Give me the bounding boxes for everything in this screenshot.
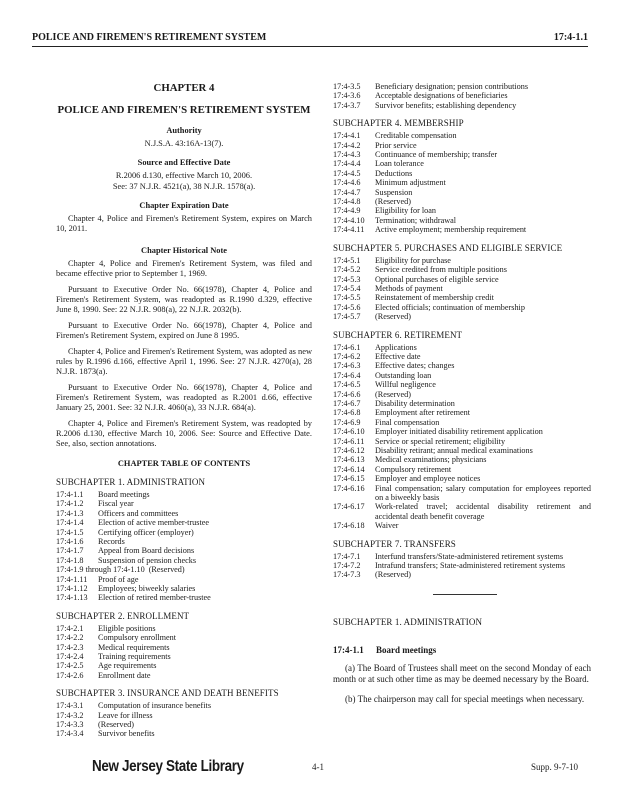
chapter-title: POLICE AND FIREMEN'S RETIREMENT SYSTEM: [57, 104, 311, 116]
toc-entry: [56, 729, 312, 738]
toc-entry-number: 17:4-4.11: [333, 225, 365, 235]
toc-entry-number: 17:4-1.9 through 17:4-1.10: [56, 565, 145, 575]
toc-entry-number: 17:4-1.7: [56, 546, 84, 556]
toc-entry-number: 17:4-7.1: [333, 551, 361, 561]
toc-entry-title: Suspension of pension checks: [98, 555, 197, 565]
toc-entry-number: 17:4-5.3: [333, 274, 361, 284]
expiration-heading: Chapter Expiration Date: [139, 200, 229, 210]
toc-entry-title: Disability retirant; annual medical examinations: [375, 446, 533, 455]
toc-entry: [333, 352, 591, 361]
toc-entry-number: 17:4-6.7: [333, 398, 361, 408]
section-title: Board meetings: [376, 644, 437, 655]
toc-entry-number: 17:4-6.8: [333, 408, 361, 418]
toc-entry-number: 17:4-6.6: [333, 389, 361, 399]
toc-entry-title: Compulsory retirement: [375, 464, 452, 474]
source-text-1: R.2006 d.130, effective March 10, 2006.: [115, 171, 253, 181]
toc-entry-number: 17:4-5.1: [333, 255, 361, 265]
toc-entry-number: 17:4-2.4: [56, 651, 84, 661]
toc-entry-number: 17:4-6.15: [333, 474, 365, 484]
toc-entry-number: 17:4-2.5: [56, 661, 84, 671]
toc-entry: [333, 361, 591, 370]
toc-list: [333, 131, 591, 234]
authority-text: N.J.S.A. 43:16A-13(7).: [144, 139, 224, 148]
toc-entry-title: Age requirements: [98, 661, 157, 671]
history-paragraph: Chapter 4, Police and Firemen's Retirement System, was adopted as new rules by R.1996 d.166, effective April 1, 1996. See: 27 N.J.R. 4270(a), 28 N.J.R. 1873(a).: [56, 346, 312, 376]
toc-entry: [333, 390, 591, 399]
toc-entry-number: 17:4-4.6: [333, 178, 361, 188]
toc-entry-title: Disability determination: [375, 398, 455, 408]
toc-entry-title: Training requirements: [98, 651, 171, 661]
toc-entry-title: Employees; biweekly salaries: [98, 583, 196, 593]
running-header: [32, 28, 588, 47]
chapter-number: CHAPTER 4: [153, 82, 215, 94]
supplement-date: Supp. 9-7-10: [531, 762, 578, 772]
toc-entry-number: 17:4-6.16: [333, 483, 365, 493]
toc-entry: [56, 528, 312, 537]
toc-entry-number: 17:4-1.12: [56, 583, 88, 593]
subchapter-heading: SUBCHAPTER 3. INSURANCE AND DEATH BENEFITS: [56, 688, 279, 699]
toc-entry-title: Beneficiary designation; pension contributions: [375, 82, 529, 91]
header-title: POLICE AND FIREMEN'S RETIREMENT SYSTEM: [32, 32, 267, 43]
toc-entry-number: 17:4-7.3: [333, 570, 361, 580]
toc-entry-title: Survivor benefits: [98, 729, 155, 739]
toc-entry-title: Certifying officer (employer): [98, 527, 194, 537]
toc-entry-title: Election of retired member-trustee: [98, 593, 211, 603]
toc-entry-title: Computation of insurance benefits: [98, 701, 212, 711]
toc-entry-title: Compulsory enrollment: [98, 633, 177, 643]
toc-entry-number: 17:4-7.2: [333, 561, 361, 571]
toc-entry: [333, 455, 591, 464]
toc-entry-number: 17:4-4.7: [333, 187, 361, 197]
toc-list: [333, 256, 591, 322]
toc-entry: [56, 633, 312, 642]
history-paragraph: Pursuant to Executive Order No. 66(1978), Chapter 4, Police and Firemen's Retirement System, expired on June 8 1995.: [56, 320, 312, 340]
toc-entry-number: 17:4-3.7: [333, 100, 361, 110]
toc-entry-title: (Reserved): [375, 570, 411, 580]
subchapter-heading: SUBCHAPTER 2. ENROLLMENT: [56, 610, 190, 621]
toc-entry-title: Waiver: [375, 521, 399, 531]
toc-entry-number: 17:4-6.2: [333, 351, 361, 361]
section-divider: [433, 594, 497, 595]
toc-entry-title: Termination; withdrawal: [375, 215, 457, 225]
section-number: 17:4-1.1: [333, 644, 364, 655]
toc-entry-number: 17:4-1.2: [56, 499, 84, 509]
toc-entry-title: Proof of age: [98, 574, 139, 584]
authority-heading: Authority: [166, 126, 202, 135]
toc-entry: [333, 293, 591, 302]
subchapter-heading: SUBCHAPTER 6. RETIREMENT: [333, 329, 463, 340]
toc-entry-title: Employment after retirement: [375, 408, 471, 418]
toc-entry: [333, 178, 591, 187]
toc-entry-number: 17:4-4.9: [333, 206, 361, 216]
toc-entry-number: 17:4-6.11: [333, 436, 365, 446]
history-paragraph: Pursuant to Executive Order No. 66(1978), Chapter 4, Police and Firemen's Retirement System, was readopted as R.2001 d.66, effective January 25, 2001. See: 32 N.J.R. 4060(a), 33 N.J.R. 684(a).: [56, 382, 312, 412]
toc-entry: [333, 141, 591, 150]
source-text-2: See: 37 N.J.R. 4521(a), 38 N.J.R. 1578(a).: [112, 181, 256, 191]
toc-entry-title: Service credited from multiple positions: [375, 265, 507, 275]
source-heading: Source and Effective Date: [137, 158, 231, 168]
toc-entry-title: Continuance of membership; transfer: [375, 150, 498, 160]
toc-entry: [56, 643, 312, 652]
toc-entry-title: Reinstatement of membership credit: [375, 293, 494, 303]
toc-entry-title: Eligible positions: [98, 623, 156, 633]
toc-entry: [56, 556, 312, 565]
toc-entry-number: 17:4-5.6: [333, 302, 361, 312]
paragraph-b: (b) The chairperson may call for special meetings when necessary.: [345, 694, 585, 705]
toc-entry-number: 17:4-1.6: [56, 536, 84, 546]
toc-entry-title: Deductions: [375, 168, 413, 178]
toc-entry: [56, 575, 312, 584]
toc-entry-title: Methods of payment: [375, 283, 443, 293]
toc-entry-number: 17:4-1.11: [56, 574, 88, 584]
toc-entry-title: Acceptable designations of beneficiaries: [375, 91, 508, 101]
toc-entry-number: 17:4-1.13: [56, 593, 88, 603]
toc-entry-number: 17:4-6.10: [333, 427, 365, 437]
toc-entry-number: 17:4-5.2: [333, 265, 361, 275]
toc-entry-title: Officers and committees: [98, 508, 179, 518]
toc-entry: [56, 593, 312, 602]
subchapter-heading: SUBCHAPTER 1. ADMINISTRATION: [56, 476, 206, 487]
toc-entry: [333, 371, 591, 380]
toc-entry-number: 17:4-4.4: [333, 159, 361, 169]
toc-entry: [333, 484, 591, 503]
toc-entry-number: 17:4-3.5: [333, 82, 361, 91]
toc-entry-number: 17:4-6.13: [333, 455, 365, 465]
toc-entry: [333, 465, 591, 474]
toc-entry-title: (Reserved): [375, 389, 411, 399]
toc-entry: [333, 91, 591, 100]
header-section-number: 17:4-1.1: [553, 32, 588, 43]
toc-entry-title: Election of active member-trustee: [98, 518, 209, 528]
toc-list: [333, 343, 591, 531]
subchapter-heading: SUBCHAPTER 5. PURCHASES AND ELIGIBLE SERVICE: [333, 242, 563, 253]
right-column: [333, 82, 591, 714]
toc-entry-title: Prior service: [375, 140, 417, 150]
history-notes: [56, 259, 312, 449]
toc-entry: [333, 312, 591, 321]
toc-entry: [333, 206, 591, 215]
toc-entry-number: 17:4-4.5: [333, 168, 361, 178]
toc-entry-number: 17:4-6.9: [333, 417, 361, 427]
toc-entry-title: Enrollment date: [98, 670, 151, 680]
toc-entry-title: Leave for illness: [98, 710, 153, 720]
toc-entry: [56, 711, 312, 720]
toc-entry: [56, 546, 312, 555]
toc-entry: [333, 303, 591, 312]
toc-entry: [333, 399, 591, 408]
toc-entry-title: Fiscal year: [98, 499, 134, 509]
toc-entry-number: 17:4-6.1: [333, 342, 361, 352]
toc-entry: [333, 101, 591, 110]
toc-entry-number: 17:4-3.2: [56, 710, 84, 720]
toc-entry-title: Survivor benefits; establishing dependency: [375, 100, 517, 110]
toc-entry: [56, 518, 312, 527]
toc-entry: [333, 284, 591, 293]
toc-entry: [333, 256, 591, 265]
toc-left: [56, 477, 312, 739]
table-of-contents-heading: CHAPTER TABLE OF CONTENTS: [117, 458, 251, 468]
toc-entry-title: Final compensation; salary computation for employees reported on a biweekly basis: [375, 483, 591, 503]
toc-entry-number: 17:4-6.3: [333, 361, 361, 371]
toc-entry-title: Willful negligence: [375, 380, 436, 390]
toc-entry: [333, 159, 591, 168]
toc-entry-number: 17:4-6.17: [333, 502, 365, 512]
toc-entry: [333, 380, 591, 389]
toc-entry: [333, 225, 591, 234]
toc-entry-title: Interfund transfers/State-administered retirement systems: [375, 551, 564, 561]
toc-entry: [333, 265, 591, 274]
left-column: [56, 82, 312, 747]
toc-entry-number: 17:4-1.5: [56, 527, 84, 537]
toc-entry-number: 17:4-6.4: [333, 370, 361, 380]
toc-entry-number: 17:4-1.3: [56, 508, 84, 518]
library-logo: New Jersey State Library: [92, 758, 244, 775]
history-paragraph: Chapter 4, Police and Firemen's Retirement System, was readopted by R.2006 d.130, effective March 10, 2006. See: Source and Effective Date. See, also, section annotations.: [56, 418, 312, 448]
toc-entry-number: 17:4-3.3: [56, 720, 84, 730]
toc-entry-number: 17:4-6.18: [333, 521, 365, 531]
toc-entry-number: 17:4-6.12: [333, 446, 365, 455]
toc-entry-title: Medical requirements: [98, 642, 170, 652]
toc-entry: [333, 275, 591, 284]
toc-entry-number: 17:4-6.5: [333, 380, 361, 390]
history-paragraph: Pursuant to Executive Order No. 66(1978), Chapter 4, Police and Firemen's Retirement System, was readopted as R.1990 d.329, effective June 8, 1990. See: 22 N.J.R. 908(a), 22 N.J.R. 2032(b).: [56, 284, 312, 314]
toc-entry-number: 17:4-3.6: [333, 91, 361, 101]
toc-entry: [56, 661, 312, 670]
toc-entry-number: 17:4-2.3: [56, 642, 84, 652]
toc-entry: [56, 720, 312, 729]
toc-entry-title: Work-related travel; accidental disability retirement and accidental death benefit coverage: [375, 502, 591, 521]
toc-entry-title: Effective date: [375, 351, 421, 361]
history-paragraph: Chapter 4, Police and Firemen's Retirement System, was filed and became effective prior to September 1, 1969.: [56, 258, 312, 278]
toc-entry: [56, 499, 312, 508]
toc-entry-title: Eligibility for loan: [375, 206, 436, 216]
toc-entry-number: 17:4-5.5: [333, 293, 361, 303]
toc-entry-number: 17:4-5.4: [333, 283, 361, 293]
toc-entry: [56, 565, 312, 574]
toc-entry-number: 17:4-1.8: [56, 555, 84, 565]
toc-entry-title: Applications: [375, 342, 417, 352]
toc-entry: [333, 502, 591, 521]
toc-entry: [333, 216, 591, 225]
toc-list: [56, 624, 312, 680]
toc-entry-title: (Reserved): [375, 312, 411, 322]
toc-entry: [333, 437, 591, 446]
toc-entry-number: 17:4-3.4: [56, 729, 84, 739]
toc-entry-title: Minimum adjustment: [375, 178, 446, 188]
toc-entry: [56, 652, 312, 661]
toc-entry: [56, 537, 312, 546]
toc-entry: [333, 446, 591, 455]
toc-entry-title: Intrafund transfers; State-administered retirement systems: [375, 561, 566, 571]
toc-entry-title: (Reserved): [148, 565, 185, 575]
page-number: 4-1: [312, 762, 324, 772]
toc-entry-number: 17:4-1.1: [56, 489, 84, 499]
toc-entry-number: 17:4-4.2: [333, 140, 361, 150]
toc-entry-title: Final compensation: [375, 417, 440, 427]
paragraph-a: (a) The Board of Trustees shall meet on the second Monday of each month or at such other time as may be deemed necessary by the Board.: [333, 662, 591, 685]
toc-right: [333, 82, 591, 580]
toc-entry: [333, 552, 591, 561]
history-heading: Chapter Historical Note: [141, 245, 227, 255]
toc-entry-number: 17:4-2.2: [56, 633, 84, 643]
toc-entry-title: Effective dates; changes: [375, 361, 455, 371]
toc-entry-title: Outstanding loan: [375, 370, 432, 380]
toc-entry: [333, 169, 591, 178]
toc-entry-title: Medical examinations; physicians: [375, 455, 487, 465]
toc-entry: [333, 197, 591, 206]
toc-entry-number: 17:4-4.1: [333, 131, 361, 141]
subchapter-heading: SUBCHAPTER 4. MEMBERSHIP: [333, 118, 464, 129]
toc-entry-number: 17:4-5.7: [333, 312, 361, 322]
toc-entry-title: Employer and employee notices: [375, 474, 481, 484]
toc-entry: [56, 701, 312, 710]
toc-entry: [333, 188, 591, 197]
toc-entry-title: Eligibility for purchase: [375, 255, 451, 265]
toc-list: [333, 82, 591, 110]
subchapter-heading: SUBCHAPTER 7. TRANSFERS: [333, 538, 456, 549]
toc-entry-title: Records: [98, 536, 125, 546]
toc-entry: [56, 624, 312, 633]
toc-entry: [333, 570, 591, 579]
page-footer: [0, 758, 620, 782]
toc-entry-title: Loan tolerance: [375, 159, 424, 169]
toc-entry: [333, 418, 591, 427]
toc-entry-title: Active employment; membership requirement: [375, 225, 527, 235]
toc-entry-title: (Reserved): [375, 197, 411, 207]
toc-entry-title: Service or special retirement; eligibility: [375, 436, 506, 446]
toc-entry-number: 17:4-6.14: [333, 464, 365, 474]
toc-entry: [56, 509, 312, 518]
body-subchapter-heading: SUBCHAPTER 1. ADMINISTRATION: [333, 616, 483, 627]
toc-entry: [56, 490, 312, 499]
toc-entry-number: 17:4-4.3: [333, 150, 361, 160]
toc-entry-title: Suspension: [375, 187, 413, 197]
toc-entry: [333, 131, 591, 140]
toc-entry-title: Optional purchases of eligible service: [375, 274, 499, 284]
toc-entry-title: Board meetings: [98, 489, 150, 499]
toc-entry: [333, 343, 591, 352]
toc-entry-title: Appeal from Board decisions: [98, 546, 195, 556]
toc-entry: [333, 150, 591, 159]
toc-list: [56, 701, 312, 739]
toc-entry-number: 17:4-3.1: [56, 701, 84, 711]
toc-entry-number: 17:4-2.6: [56, 670, 84, 680]
toc-entry: [56, 671, 312, 680]
toc-entry: [56, 584, 312, 593]
expiration-text: Chapter 4, Police and Firemen's Retirement System, expires on March 10, 2011.: [56, 213, 312, 233]
toc-list: [56, 490, 312, 603]
toc-entry: [333, 561, 591, 570]
toc-entry-number: 17:4-2.1: [56, 623, 84, 633]
toc-entry-title: Elected officials; continuation of membership: [375, 302, 525, 312]
toc-list: [333, 552, 591, 580]
toc-entry-number: 17:4-4.8: [333, 197, 361, 207]
toc-entry: [333, 408, 591, 417]
toc-entry: [333, 521, 591, 530]
toc-entry: [333, 82, 591, 91]
toc-entry-title: Employer initiated disability retirement application: [375, 427, 543, 437]
section-heading: [333, 645, 591, 655]
toc-entry-title: Creditable compensation: [375, 131, 457, 141]
toc-entry: [333, 427, 591, 436]
toc-entry: [333, 474, 591, 483]
toc-entry-title: (Reserved): [98, 720, 134, 730]
toc-entry-number: 17:4-1.4: [56, 518, 84, 528]
toc-entry-number: 17:4-4.10: [333, 215, 365, 225]
